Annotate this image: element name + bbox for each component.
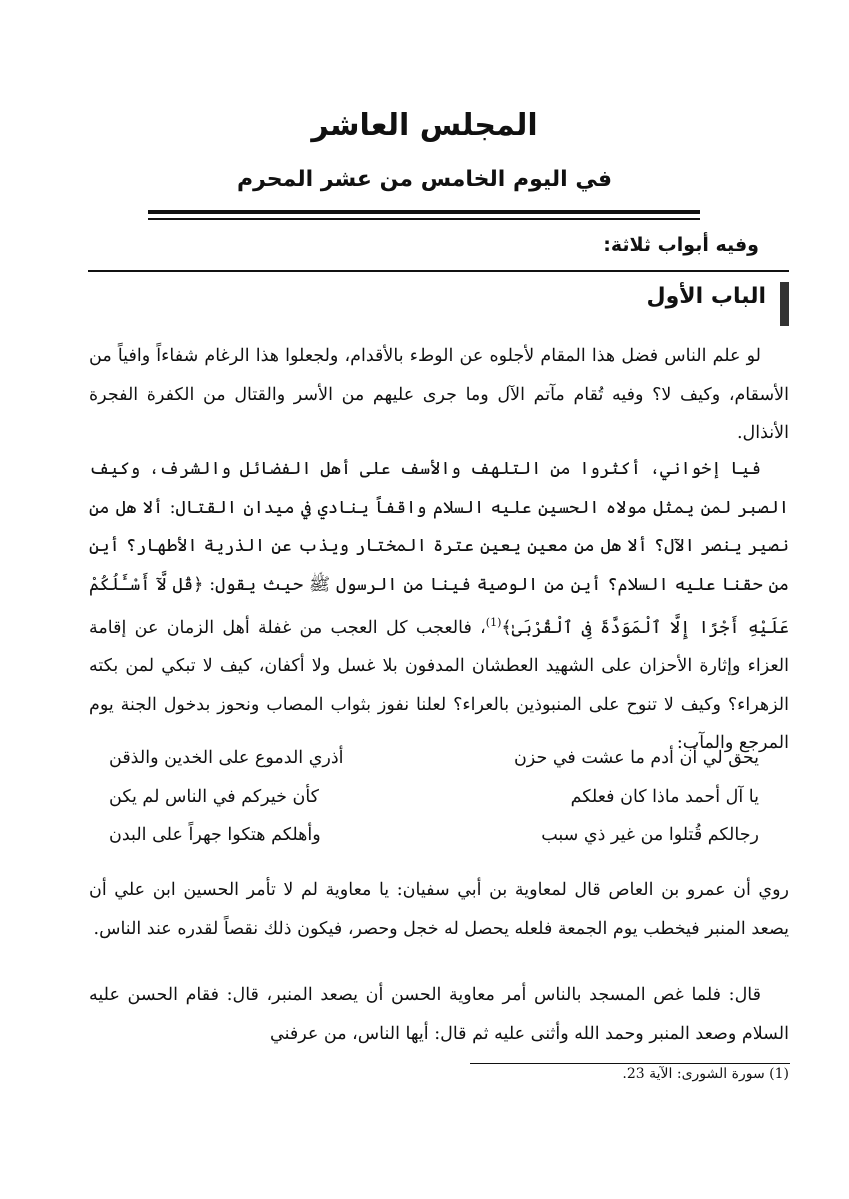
verse-row (89, 783, 789, 822)
verse-first-hemistich: يحق لي أن أدم ما عشت في حزن (513, 748, 759, 768)
verse-second-hemistich: وأهلكم هتكوا جهراً على البدن (109, 825, 321, 845)
section-title: الباب الأول (646, 284, 766, 309)
paragraph-2-continuation: ، فالعجب كل العجب من غفلة أهل الزمان عن إقامة العزاء وإثارة الأحزان على الشهيد العطشان المدفون بلا غسل ولا أكفان، كيف لا تبكي لمن بكته الزهراء؟ وكيف لا تنوح على المنبوذين بالعراء؟ لعلنا نفوز بثواب المصاب ونحوز بدخول الجنة يوم المرجع والمآب: (89, 617, 789, 754)
title-divider-thick (148, 210, 700, 214)
paragraph-2-text: فيا إخواني، أكثروا من التلهف والأسف على أهل الفضائل والشرف، وكيف الصبر لمن يمثل مولاه الحسين عليه السلام واقفاً ينادي في ميدان القتال: ألا هل من نصير ينصر الآل؟ ألا هل من معين يعين عترة المختار ويذب عن الذرية الأطهار؟ أين من حقنا عليه السلام؟ أين من الوصية فينا من الرسول ﷺ حيث يقول: ﴿قُل لَّآ أَسْـَٔلُكُمْ عَلَيْهِ أَجْرًا إِلَّا ٱلْمَوَدَّةَ فِى ٱلْقُرْبَىٰ﴾ (89, 459, 789, 638)
footnote (622, 1066, 789, 1082)
paragraph-2 (89, 450, 789, 763)
section-marker-bar (780, 282, 789, 326)
chapter-subtitle: في اليوم الخامس من عشر المحرم (236, 167, 613, 192)
paragraph-1 (89, 337, 789, 453)
paragraph-3-text: روي أن عمرو بن العاص قال لمعاوية بن أبي سفيان: يا معاوية لم لا تأمر الحسين ابن علي أن يصعد المنبر فيخطب يوم الجمعة فلعله يحصل له خجل وحصر، فيكون ذلك نقصاً لقدره عند الناس. (89, 880, 789, 939)
poem (89, 744, 789, 860)
footnote-number: (1) (769, 1066, 789, 1082)
paragraph-4 (89, 976, 789, 1053)
footnote-marker[interactable]: (1) (485, 616, 502, 629)
verse-row (89, 821, 789, 860)
chapter-title: المجلس العاشر (311, 108, 538, 143)
paragraph-4-text: قال: فلما غص المسجد بالناس أمر معاوية الحسن أن يصعد المنبر، قال: فقام الحسن عليه السلام وصعد المنبر وحمد الله وأثنى عليه ثم قال: أيها الناس، من عرفني (89, 985, 789, 1044)
title-divider-thin (148, 218, 700, 220)
paragraph-1-text: لو علم الناس فضل هذا المقام لأجلوه عن الوطء بالأقدام، ولجعلوا هذا الرغام شفاءاً وافياً من الأسقام، وكيف لا؟ وفيه تُقام مآتم الآل وما جرى عليهم من الأسر والقتال من الكفرة الفجرة الأنذال. (89, 346, 789, 443)
verse-second-hemistich: أذري الدموع على الخدين والذقن (109, 748, 344, 768)
verse-first-hemistich: يا آل أحمد ماذا كان فعلكم (570, 786, 759, 807)
footnote-text: سورة الشورى: الآية 23. (622, 1066, 765, 1082)
section-divider (88, 270, 789, 272)
verse-row (89, 744, 789, 783)
verse-second-hemistich: كأن خيركم في الناس لم يكن (109, 786, 320, 807)
footnote-divider (470, 1063, 790, 1064)
verse-first-hemistich: رجالكم قُتلوا من غير ذي سبب (541, 825, 759, 845)
paragraph-3 (89, 871, 789, 948)
intro-line: وفيه أبواب ثلاثة: (603, 234, 759, 256)
